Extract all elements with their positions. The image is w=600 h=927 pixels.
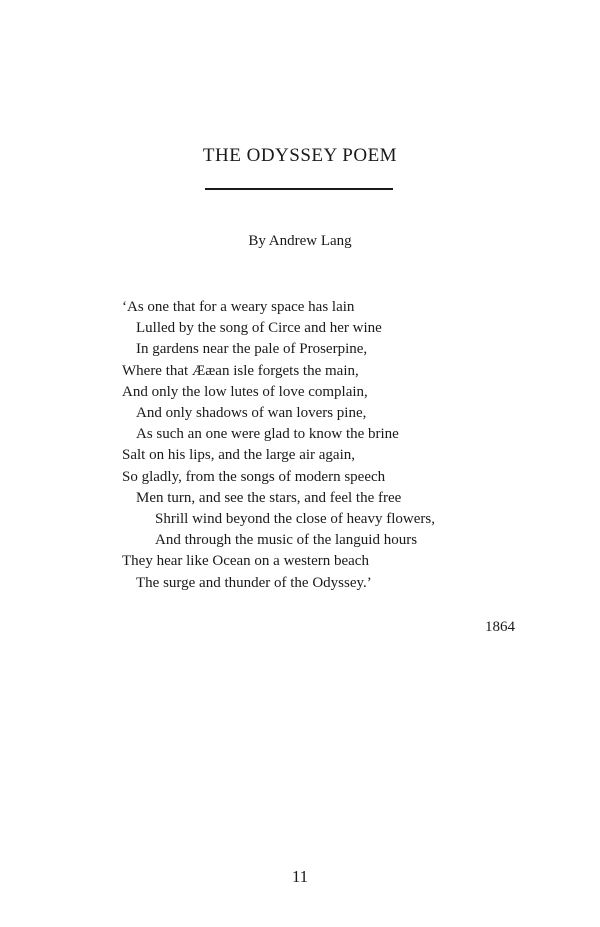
poem-line: And only shadows of wan lovers pine, <box>136 405 367 422</box>
poem-line: Lulled by the song of Circe and her wine <box>136 320 382 337</box>
poem-line: In gardens near the pale of Proserpine, <box>136 341 368 358</box>
page-number: 11 <box>291 867 309 886</box>
poem-line: Shrill wind beyond the close of heavy flowers, <box>155 511 435 528</box>
poem-line: Men turn, and see the stars, and feel the free <box>136 489 402 506</box>
poem-line: ‘As one that for a weary space has lain <box>122 299 355 315</box>
poem-line: They hear like Ocean on a western beach <box>122 553 369 570</box>
poem-text <box>122 297 542 594</box>
page-title: THE ODYSSEY POEM <box>202 145 398 166</box>
poem-line: And through the music of the languid hours <box>155 532 418 549</box>
poem-line: As such an one were glad to know the brine <box>136 426 399 443</box>
author-byline: By Andrew Lang <box>248 233 352 249</box>
title-rule-divider <box>205 188 393 190</box>
poem-line: Salt on his lips, and the large air again, <box>122 447 356 464</box>
poem-date: 1864 <box>485 619 515 635</box>
poem-line: The surge and thunder of the Odyssey.’ <box>136 574 372 591</box>
poem-line: So gladly, from the songs of modern speech <box>122 468 386 485</box>
poem-line: Where that Ææan isle forgets the main, <box>122 362 359 379</box>
poem-line: And only the low lutes of love complain, <box>122 383 368 400</box>
